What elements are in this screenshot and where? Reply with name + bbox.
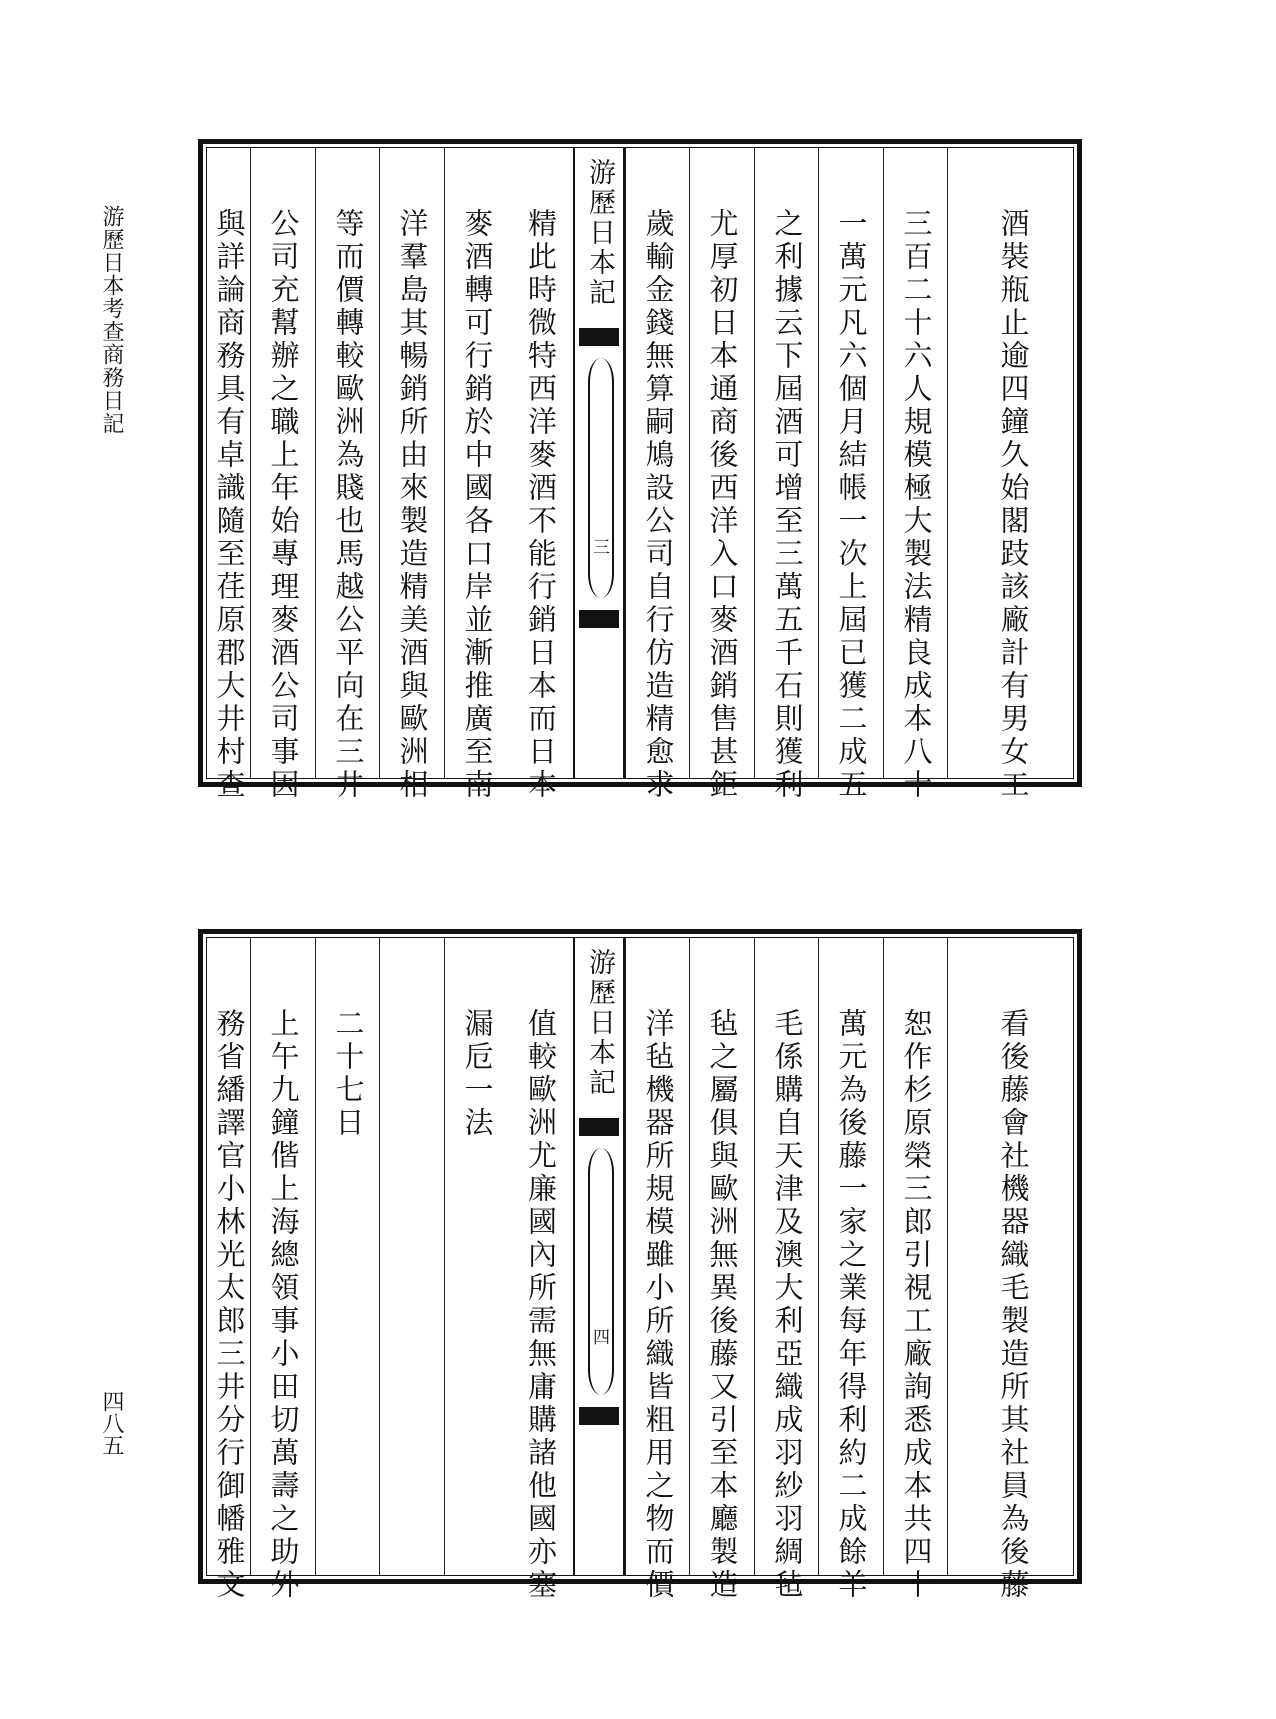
- column-text: 酒裝瓶止逾四鐘久始閣跂該廠計有男女工: [996, 208, 1031, 802]
- text-column: [315, 938, 380, 1575]
- fishtail-mark-lower: [579, 1407, 619, 1425]
- bottom-page: [198, 929, 1082, 1602]
- gutter-center-line: [588, 358, 614, 598]
- fishtail-mark-upper: [579, 328, 619, 346]
- top-page: [198, 139, 1082, 802]
- text-column: [444, 148, 509, 802]
- bottom-page-frame: [206, 937, 1074, 1602]
- text-column: [379, 938, 444, 1575]
- text-column: [315, 148, 380, 802]
- column-text: 歲輸金錢無算嗣鳩設公司自行仿造精愈求: [641, 208, 676, 802]
- column-text: 洋毡機器所規模雖小所織皆粗用之物而價: [641, 1008, 676, 1602]
- center-gutter: [573, 938, 625, 1575]
- gutter-title: 游歷日本記: [584, 948, 615, 1098]
- column-text: 之利據云下屆酒可增至三萬五千石則獲利: [770, 208, 805, 802]
- fishtail-mark-upper: [579, 1118, 619, 1136]
- column-text: 公司充幫辦之職上年始專理麥酒公司事因: [266, 208, 301, 802]
- text-column: [947, 148, 1078, 802]
- column-text: 看後藤會社機器織毛製造所其社員為後藤: [996, 1008, 1031, 1602]
- column-text: 務省繙譯官小林光太郎三井分行御幡雅文: [212, 1008, 247, 1602]
- text-column: [689, 938, 754, 1602]
- page-number: 四八五: [99, 1390, 124, 1456]
- column-text: 恕作杉原榮三郎引視工廠詢悉成本共四十: [899, 1008, 934, 1602]
- column-text: 值較歐洲尤廉國內所需無庸購諸他國亦塞: [524, 1008, 558, 1602]
- gutter-center-line: [588, 1148, 614, 1395]
- text-column: [207, 148, 251, 802]
- text-column: [883, 148, 948, 802]
- text-column: [947, 938, 1078, 1602]
- column-text: 洋羣島其暢銷所由來製造精美酒與歐洲相: [395, 208, 430, 802]
- text-column: [625, 148, 690, 802]
- column-text: 與詳論商務具有卓識隨至荏原郡大井村查: [212, 208, 247, 802]
- text-column: [818, 938, 883, 1602]
- center-gutter: [573, 148, 625, 778]
- column-text: 漏卮一法: [460, 1008, 495, 1140]
- column-text: 萬元為後藤一家之業每年得利約二成餘羊: [834, 1008, 869, 1602]
- book-title: 游歷日本考查商務日記: [99, 205, 124, 435]
- column-text: 二十七日: [331, 1008, 366, 1140]
- text-column: [689, 148, 754, 802]
- text-column: [444, 938, 509, 1575]
- column-text: 毡之屬俱與歐洲無異後藤又引至本廳製造: [705, 1008, 740, 1602]
- text-column: [379, 148, 444, 802]
- column-text: 精此時微特西洋麥酒不能行銷日本而日本: [524, 208, 558, 802]
- text-column: [818, 148, 883, 802]
- gutter-title: 游歷日本記: [584, 158, 615, 308]
- column-text: 尤厚初日本通商後西洋入口麥酒銷售甚鉅: [705, 208, 740, 802]
- text-column: [754, 148, 819, 802]
- gutter-page-number: 三: [589, 538, 609, 555]
- text-column: [207, 938, 251, 1602]
- gutter-page-number: 四: [589, 1328, 609, 1345]
- column-text: 三百二十六人規模極大製法精良成本八十: [899, 208, 934, 802]
- fishtail-mark-lower: [579, 610, 619, 628]
- top-page-frame: [206, 147, 1074, 802]
- column-text: 等而價轉較歐洲為賤也馬越公平向在三井: [331, 208, 366, 802]
- text-column: [508, 148, 573, 802]
- column-text: 上午九鐘偕上海總領事小田切萬壽之助外: [266, 1008, 301, 1602]
- text-column: [754, 938, 819, 1602]
- column-text: 麥酒轉可行銷於中國各口岸並漸推廣至南: [460, 208, 495, 802]
- text-column: [883, 938, 948, 1602]
- column-text: 一萬元凡六個月結帳一次上屆已獲二成五: [834, 208, 869, 802]
- text-column: [625, 938, 690, 1602]
- column-text: 毛係購自天津及澳大利亞織成羽紗羽綢毡: [770, 1008, 805, 1602]
- text-column: [508, 938, 573, 1602]
